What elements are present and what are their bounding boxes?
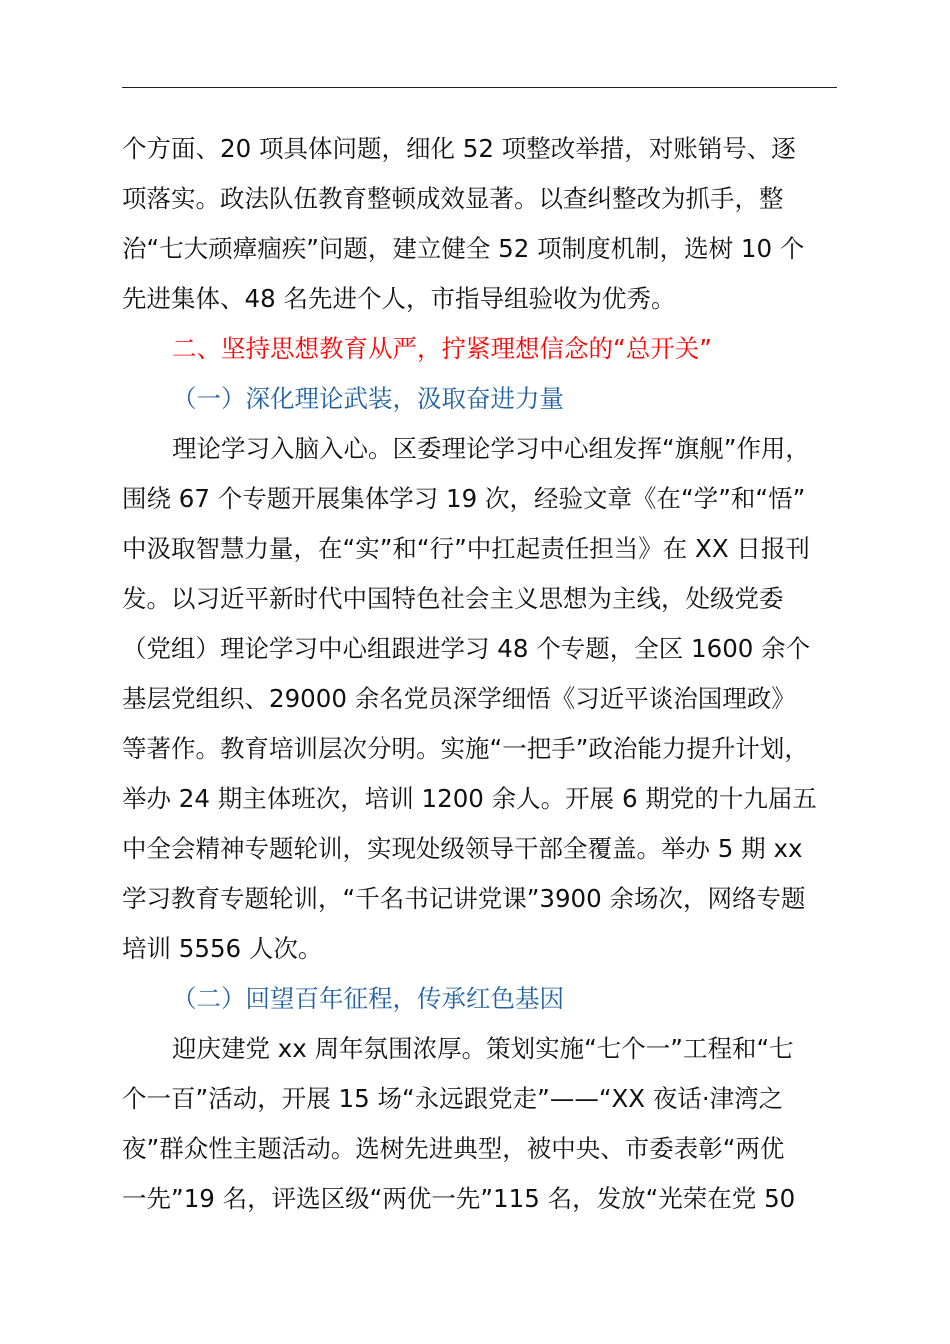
body-line: 学习教育专题轮训，“千名书记讲党课”3900 余场次，网络专题 — [122, 884, 806, 913]
paragraph-start: 迎庆建党 xx 周年氛围浓厚。策划实施“七个一”工程和“七 — [172, 1034, 794, 1063]
body-line: 中全会精神专题轮训，实现处级领导干部全覆盖。举办 5 期 xx — [122, 834, 803, 863]
body-line: 治“七大顽瘴痼疾”问题，建立健全 52 项制度机制，选树 10 个 — [122, 234, 805, 263]
paragraph-start: 理论学习入脑入心。区委理论学习中心组发挥“旗舰”作用， — [172, 434, 810, 463]
body-line: 个方面、20 项具体问题，细化 52 项整改举措，对账销号、逐 — [122, 134, 796, 163]
body-line: 一先”19 名，评选区级“两优一先”115 名，发放“光荣在党 50 — [122, 1184, 796, 1213]
body-line: 基层党组织、29000 余名党员深学细悟《习近平谈治国理政》 — [122, 684, 796, 713]
body-line: 夜”群众性主题活动。选树先进典型，被中央、市委表彰“两优 — [122, 1134, 785, 1163]
body-line: 培训 5556 人次。 — [122, 934, 323, 963]
body-line: 个一百”活动，开展 15 场“永远跟党走”——“XX 夜话·津湾之 — [122, 1084, 784, 1113]
body-line: 举办 24 期主体班次，培训 1200 余人。开展 6 期党的十九届五 — [122, 784, 817, 813]
body-line: 先进集体、48 名先进个人，市指导组验收为优秀。 — [122, 284, 676, 313]
subsection-heading-1: （一）深化理论武装，汲取奋进力量 — [172, 384, 564, 413]
document-body — [122, 124, 842, 1224]
body-line: 中汲取智慧力量，在“实”和“行”中扛起责任担当》在 XX 日报刊 — [122, 534, 810, 563]
body-line: 发。以习近平新时代中国特色社会主义思想为主线，处级党委 — [122, 584, 784, 613]
body-line: 围绕 67 个专题开展集体学习 19 次，经验文章《在“学”和“悟” — [122, 484, 806, 513]
body-line: 项落实。政法队伍教育整顿成效显著。以查纠整改为抓手，整 — [122, 184, 784, 213]
body-line: 等著作。教育培训层次分明。实施“一把手”政治能力提升计划， — [122, 734, 809, 763]
section-heading-2: 二、坚持思想教育从严，拧紧理想信念的“总开关” — [172, 334, 712, 363]
subsection-heading-2: （二）回望百年征程，传承红色基因 — [172, 984, 564, 1013]
header-rule — [122, 87, 837, 88]
body-line: （党组）理论学习中心组跟进学习 48 个专题，全区 1600 余个 — [122, 634, 811, 663]
